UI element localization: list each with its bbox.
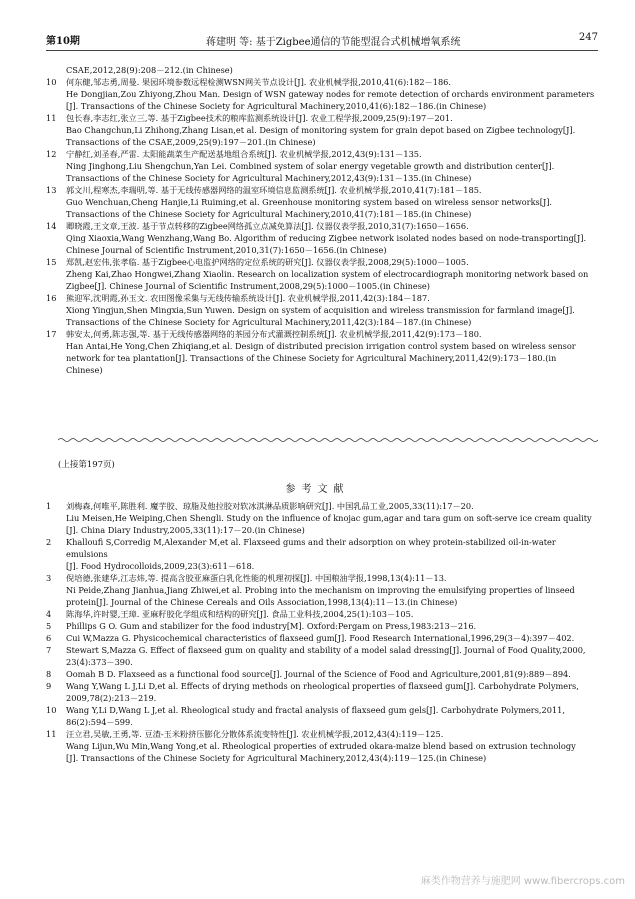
- reference-entry: [46, 728, 598, 764]
- reference-entry: [46, 680, 598, 704]
- reference-text: [66, 608, 598, 620]
- reference-text: [66, 668, 598, 680]
- reference-line: Transactions of the CSAE,2009,25(9):197－201.(in Chinese): [66, 137, 316, 147]
- reference-line: Guo Wenchuan,Cheng Hanjie,Li Ruiming,et al. Greenhouse monitoring system based on wireless sensor networks[J].: [66, 197, 553, 207]
- reference-line: Zheng Kai,Zhao Hongwei,Zhang Xiaolin. Research on localization system of electrocardiograph monitoring network based on: [66, 269, 589, 279]
- reference-number: 9: [46, 681, 52, 691]
- reference-line: Liu Meisen,He Weiping,Chen Shengli. Study on the influence of knojac gum,agar and tara gum on soft-serve ice cream quality: [66, 513, 592, 523]
- reference-number: [46, 64, 66, 76]
- reference-line: 86(2):594－599.: [66, 717, 133, 727]
- reference-list-bottom: [46, 500, 598, 764]
- reference-entry: [46, 76, 598, 112]
- reference-number: 5: [46, 621, 52, 631]
- reference-text: [66, 620, 598, 632]
- reference-line: Khalloufi S,Corredig M,Alexander M,et al. Flaxseed gums and their adsorption on whey protein-stabilized oil-in-water emulsions: [66, 537, 556, 559]
- reference-entry: [46, 620, 598, 632]
- reference-text: [66, 292, 598, 328]
- reference-number: 7: [46, 645, 52, 655]
- reference-line: [J]. Food Hydrocolloids,2009,23(3):611－618.: [66, 561, 255, 571]
- reference-line: 郑凯,赵宏伟,张孝临. 基于Zigbee心电监护网络的定位系统的研究[J]. 仪器仪表学报,2008,29(5):1000－1005.: [66, 257, 469, 267]
- reference-list-top: [46, 64, 598, 376]
- reference-line: He Dongjian,Zou Zhiyong,Zhou Man. Design of WSN gateway nodes for remote detection of orchards environment parameters: [66, 89, 595, 99]
- reference-line: Cui W,Mazza G. Physicochemical characteristics of flaxseed gum[J]. Food Research International,1996,29(3－4):397－402.: [66, 633, 575, 643]
- reference-text: [66, 644, 598, 668]
- reference-line: 熊迎军,沈明霞,孙玉文. 农田图像采集与无线传输系统设计[J]. 农业机械学报,2011,42(3):184－187.: [66, 293, 430, 303]
- reference-line: Transactions of the Chinese Society for Agricultural Machinery,2012,43(9):131－135.(in Chinese): [66, 173, 472, 183]
- reference-line: Xiong Yingjun,Shen Mingxia,Sun Yuwen. Design on system of acquisition and wireless transmission for farmland image[J].: [66, 305, 575, 315]
- reference-line: Wang Y,Wang L J,Li D,et al. Effects of drying methods on rheological properties of flaxseed gum[J]. Carbohydrate Polymers,: [66, 681, 579, 691]
- reference-line: Transactions of the Chinese Society for Agricultural Machinery,2010,41(7):181－185.(in Chinese): [66, 209, 472, 219]
- reference-line: Han Antai,He Yong,Chen Zhiqiang,et al. Design of distributed precision irrigation control system based on wireless sensor: [66, 341, 576, 351]
- reference-entry: [46, 256, 598, 292]
- reference-line: Chinese Journal of Scientific Instrument,2010,31(7):1650－1656.(in Chinese): [66, 245, 387, 255]
- reference-line: Chinese): [66, 365, 103, 375]
- reference-line: network for tea plantation[J]. Transactions of the Chinese Society for Agricultural Machinery,2011,42(9):173－180.(in: [66, 353, 557, 363]
- reference-number: 8: [46, 669, 52, 679]
- reference-text: [66, 572, 598, 608]
- reference-number: 14: [46, 221, 57, 231]
- reference-text: [66, 728, 598, 764]
- reference-text: [66, 76, 598, 112]
- reference-number: 6: [46, 633, 52, 643]
- reference-number: 10: [46, 705, 57, 715]
- reference-line: CSAE,2012,28(9):208－212.(in Chinese): [66, 65, 233, 75]
- reference-number: 10: [46, 77, 57, 87]
- reference-line: Wang Y,Li D,Wang L J,et al. Rheological study and fractal analysis of flaxseed gum gels[J]. Carbohydrate Polymers,2011,: [66, 705, 565, 715]
- reference-line: Wang Lijun,Wu Min,Wang Yong,et al. Rheological properties of extruded okara-maize blend based on extrusion technology: [66, 741, 576, 751]
- reference-line: Oomah B D. Flaxseed as a functional food source[J]. Journal of the Science of Food and Agriculture,2001,81(9):889－894.: [66, 669, 571, 679]
- reference-number: 11: [46, 113, 57, 123]
- issue-number: 第10期: [46, 36, 80, 47]
- reference-line: 2009,78(2):213－219.: [66, 693, 157, 703]
- header-rule: [46, 50, 598, 51]
- reference-line: 何东健,邹志勇,周曼. 果园环境参数远程检测WSN网关节点设计[J]. 农业机械学报,2010,41(6):182－186.: [66, 77, 451, 87]
- reference-entry: [46, 644, 598, 668]
- reference-text: [66, 632, 598, 644]
- reference-line: [J]. Transactions of the Chinese Society for Agricultural Machinery,2012,43(4):119－125.(in Chinese): [66, 753, 487, 763]
- reference-line: 包长春,李志红,张立三,等. 基于Zigbee技术的粮库监测系统设计[J]. 农业工程学报,2009,25(9):197－201.: [66, 113, 453, 123]
- reference-line: Transactions of the Chinese Society for Agricultural Machinery,2011,42(3):184－187.(in Chinese): [66, 317, 472, 327]
- reference-entry: [46, 632, 598, 644]
- reference-entry: [46, 536, 598, 572]
- reference-entry: [46, 328, 598, 376]
- reference-number: 13: [46, 185, 57, 195]
- reference-line: protein[J]. Journal of the Chinese Cereals and Oils Association,1998,13(4):11－13.(in Chinese): [66, 597, 458, 607]
- reference-number: 12: [46, 149, 57, 159]
- reference-number: 11: [46, 729, 57, 739]
- reference-number: 3: [46, 573, 52, 583]
- reference-line: Phillips G O. Gum and stabilizer for the food industry[M]. Oxford:Pergam on Press,1983:213－216.: [66, 621, 477, 631]
- reference-entry: [46, 668, 598, 680]
- reference-entry: [46, 572, 598, 608]
- reference-text: [66, 184, 598, 220]
- reference-line: 汪立君,吴敏,王勇,等. 豆渣-玉米粉挤压膨化分散体系流变特性[J]. 农业机械学报,2012,43(4):119－125.: [66, 729, 444, 739]
- reference-text: [66, 704, 598, 728]
- reference-entry: [46, 608, 598, 620]
- reference-number: 16: [46, 293, 57, 303]
- reference-entry: [46, 292, 598, 328]
- reference-text: [66, 148, 598, 184]
- page-number: 247: [578, 32, 598, 43]
- section-title: 参考文献: [285, 484, 350, 495]
- reference-line: 卿晓霞,王文章,王波. 基于节点转移的Zigbee网络孤立点减免算法[J]. 仪器仪表学报,2010,31(7):1650－1656.: [66, 221, 469, 231]
- reference-line: Ning Jinghong,Liu Shengchun,Yan Lei. Combined system of solar energy vegetable growth and distribution center[J].: [66, 161, 555, 171]
- running-title: 蒋建明 等: 基于Zigbee通信的节能型混合式机械增氧系统: [206, 37, 461, 48]
- reference-line: 韩安太,何勇,陈志强,等. 基于无线传感器网络的茶园分布式灌溉控制系统[J]. 农业机械学报,2011,42(9):173－180.: [66, 329, 482, 339]
- reference-line: Stewart S,Mazza G. Effect of flaxseed gum on quality and stability of a model salad dressing[J]. Journal of Food Quality,2000,: [66, 645, 586, 655]
- reference-entry: [46, 500, 598, 536]
- reference-text: [66, 328, 598, 376]
- reference-line: [J]. China Diary Industry,2005,33(11):17－20.(in Chinese): [66, 525, 305, 535]
- reference-text: [66, 112, 598, 148]
- reference-line: 23(4):373－390.: [66, 657, 133, 667]
- reference-text: [66, 256, 598, 292]
- reference-number: 1: [46, 501, 52, 511]
- reference-line: 宁静红,刘圣春,严雷. 太阳能蔬菜生产配送基地组合系统[J]. 农业机械学报,2012,43(9):131－135.: [66, 149, 422, 159]
- reference-line: Zigbee[J]. Chinese Journal of Scientific Instrument,2008,29(5):1000－1005.(in Chinese): [66, 281, 430, 291]
- continued-from-note: (上接第197页): [58, 460, 115, 470]
- reference-number: 2: [46, 537, 52, 547]
- reference-line: Bao Changchun,Li Zhihong,Zhang Lisan,et al. Design of monitoring system for grain depot based on Zigbee technology[J].: [66, 125, 576, 135]
- reference-entry: [46, 220, 598, 256]
- reference-number: 17: [46, 329, 57, 339]
- reference-line: [J]. Transactions of the Chinese Society for Agricultural Machinery,2010,41(6):182－186.(in Chinese): [66, 101, 487, 111]
- reference-text: [66, 500, 598, 536]
- reference-number: 15: [46, 257, 57, 267]
- reference-entry: [46, 112, 598, 148]
- reference-line: Ni Peide,Zhang Jianhua,Jiang Zhiwei,et al. Probing into the mechanism on improving the emulsifying properties of linseed: [66, 585, 575, 595]
- reference-line: 倪培德,张建华,江志炜,等. 提高含胶亚麻蛋白乳化性能的机理初探[J]. 中国粮油学报,1998,13(4):11－13.: [66, 573, 447, 583]
- reference-line: Qing Xiaoxia,Wang Wenzhang,Wang Bo. Algorithm of reducing Zigbee network isolated nodes based on node-transporting[J].: [66, 233, 587, 243]
- reference-line: 刘梅森,何唯平,陈胜利. 魔芋胶、琼脂及他拉胶对软冰淇淋品质影响研究[J]. 中国乳品工业,2005,33(11):17－20.: [66, 501, 474, 511]
- reference-text: [66, 536, 598, 572]
- reference-line: 郭文川,程寒杰,李瑞明,等. 基于无线传感器网络的温室环境信息监测系统[J]. 农业机械学报,2010,41(7):181－185.: [66, 185, 482, 195]
- reference-text: [66, 64, 598, 76]
- page-header: [46, 32, 598, 50]
- watermark: 麻类作物营养与施肥网 www.fibercrops.com: [420, 876, 625, 887]
- reference-entry: [46, 184, 598, 220]
- reference-text: [66, 680, 598, 704]
- reference-entry: [46, 148, 598, 184]
- reference-number: 4: [46, 609, 52, 619]
- reference-entry: [46, 704, 598, 728]
- reference-entry: [46, 64, 598, 76]
- reference-text: [66, 220, 598, 256]
- section-divider: [58, 436, 598, 444]
- reference-line: 陈海华,许时婴,王璋. 亚麻籽胶化学组成和结构的研究[J]. 食品工业科技,2004,25(1):103－105.: [66, 609, 414, 619]
